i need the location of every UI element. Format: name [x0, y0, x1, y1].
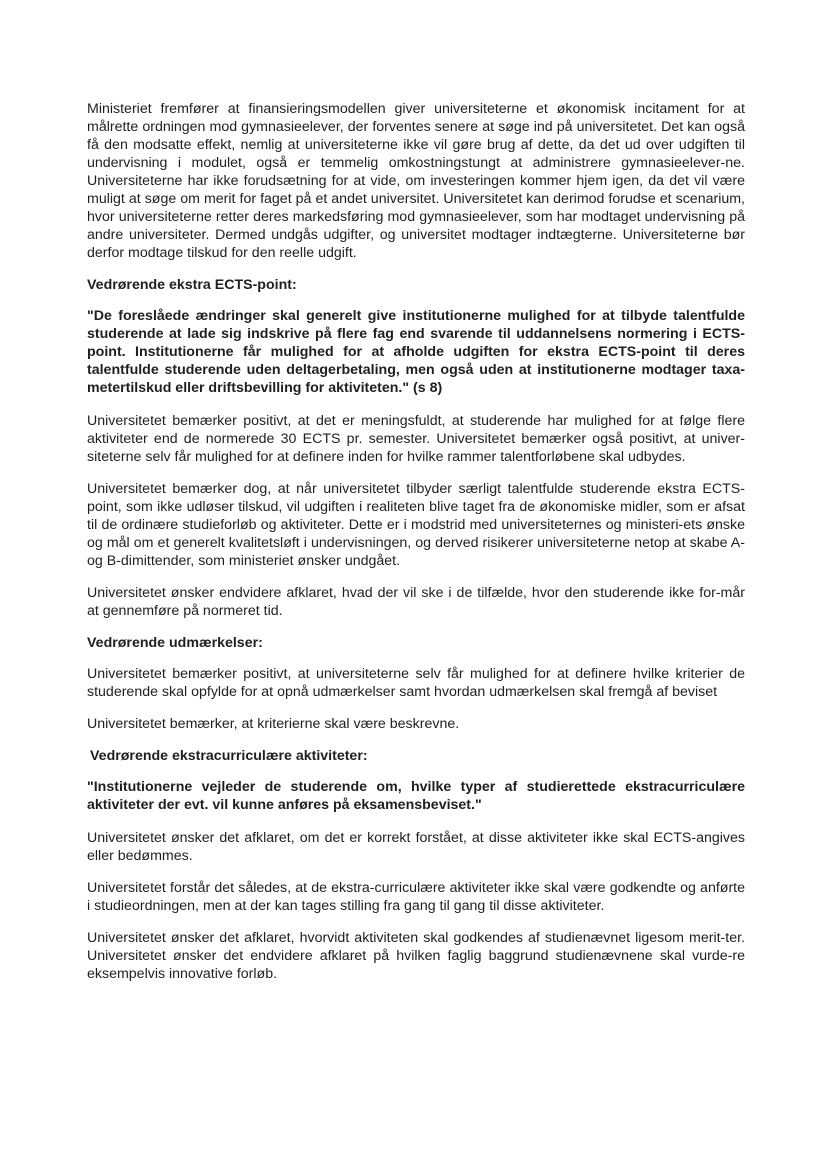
document-page: [87, 100, 745, 983]
paragraph-extracurricular-ects: Universitetet ønsker det afklaret, om det er korrekt forstået, at disse aktiviteter ikke skal ECTS-angives eller bedømmes.: [87, 830, 745, 864]
paragraph-ects-concern: Universitetet bemærker dog, at når universitetet tilbyder særligt talentfulde studerende ekstra ECTS-point, som ikke udløser tilskud, vil udgiften i realiteten blive taget fra de økonomiske midler, som er afsat til de ordinære studieforløb og aktiviteter. Dette er i modstrid med universiteternes og ministeri-ets ønske og mål om et generelt kvalitetsløft i undervisningen, og derved risikerer universiteterne netop at skabe A- og B-dimittender, som ministeriet ønsker undgået.: [87, 481, 745, 569]
quote-extra-ects: "De foreslåede ændringer skal generelt give institutionerne mulighed for at tilbyde talentfulde studerende at lade sig indskrive på flere fag end svarende til uddannelsens normering i ECTS-point. Institutionerne får mulighed for at afholde udgiften for ekstra ECTS-point til deres talentfulde studerende uden deltagerbetaling, men også uden at institutionerne modtager taxa-metertilskud eller driftsbevilling for aktiviteten." (s 8): [87, 308, 745, 396]
paragraph-extracurricular-merit: Universitetet ønsker det afklaret, hvorvidt aktiviteten skal godkendes af studienævnet ligesom merit-ter. Universitetet ønsker det endvidere afklaret på hvilken faglig baggrund studienævnene skal vurde-re eksempelvis innovative forløb.: [87, 930, 745, 982]
heading-extra-ects: Vedrørende ekstra ECTS-point:: [87, 277, 297, 293]
paragraph-ects-clarification: Universitetet ønsker endvidere afklaret, hvad der vil ske i de tilfælde, hvor den studerende ikke for-mår at gennemføre på normeret tid.: [87, 585, 745, 619]
paragraph-extracurricular-approval: Universitetet forstår det således, at de ekstra-curriculære aktiviteter ikke skal være godkendte og anførte i studieordningen, men at der kan tages stilling fra gang til gang til disse aktiviteter.: [87, 880, 745, 914]
quote-extracurricular: "Institutionerne vejleder de studerende om, hvilke typer af studierettede ekstracurriculære aktiviteter der evt. vil kunne anføres på eksamensbeviset.": [87, 779, 745, 813]
paragraph-distinctions-positive: Universitetet bemærker positivt, at universiteterne selv får mulighed for at definere hvilke kriterier de studerende skal opfylde for at opnå udmærkelser samt hvordan udmærkelsen skal fremgå af beviset: [87, 666, 745, 700]
heading-distinctions: Vedrørende udmærkelser:: [87, 635, 263, 651]
paragraph-distinctions-criteria: Universitetet bemærker, at kriterierne skal være beskrevne.: [87, 716, 460, 732]
paragraph-financing-model: Ministeriet fremfører at finansieringsmodellen giver universiteterne et økonomisk incitament for at målrette ordningen mod gymnasieelever, der forventes senere at søge ind på universitetet. Det kan også få den modsatte effekt, nemlig at universiteterne ikke vil gøre brug af dette, da det ud over udgiften til undervisning i modulet, også er temmelig omkostningstungt at administrere gymnasieelever-ne. Universiteterne har ikke forudsætning for at vide, om investeringen kommer hjem igen, da det vil være muligt at søge om merit for faget på et andet universitet. Universitetet kan derimod forudse et scenarium, hvor universiteterne retter deres markedsføring mod gymnasieelever, som har modtaget undervisning på andre universiteter. Dermed undgås udgifter, og universitet modtager indtægterne. Universiteterne bør derfor modtage tilskud for den reelle udgift.: [87, 101, 745, 261]
paragraph-ects-positive: Universitetet bemærker positivt, at det er meningsfuldt, at studerende har mulighed for at følge flere aktiviteter end de normerede 30 ECTS pr. semester. Universitetet bemærker også positivt, at univer-siteterne selv får mulighed for at definere inden for hvilke rammer talentforløbene skal udbydes.: [87, 413, 745, 465]
heading-extracurricular: Vedrørende ekstracurriculære aktiviteter:: [90, 748, 368, 764]
